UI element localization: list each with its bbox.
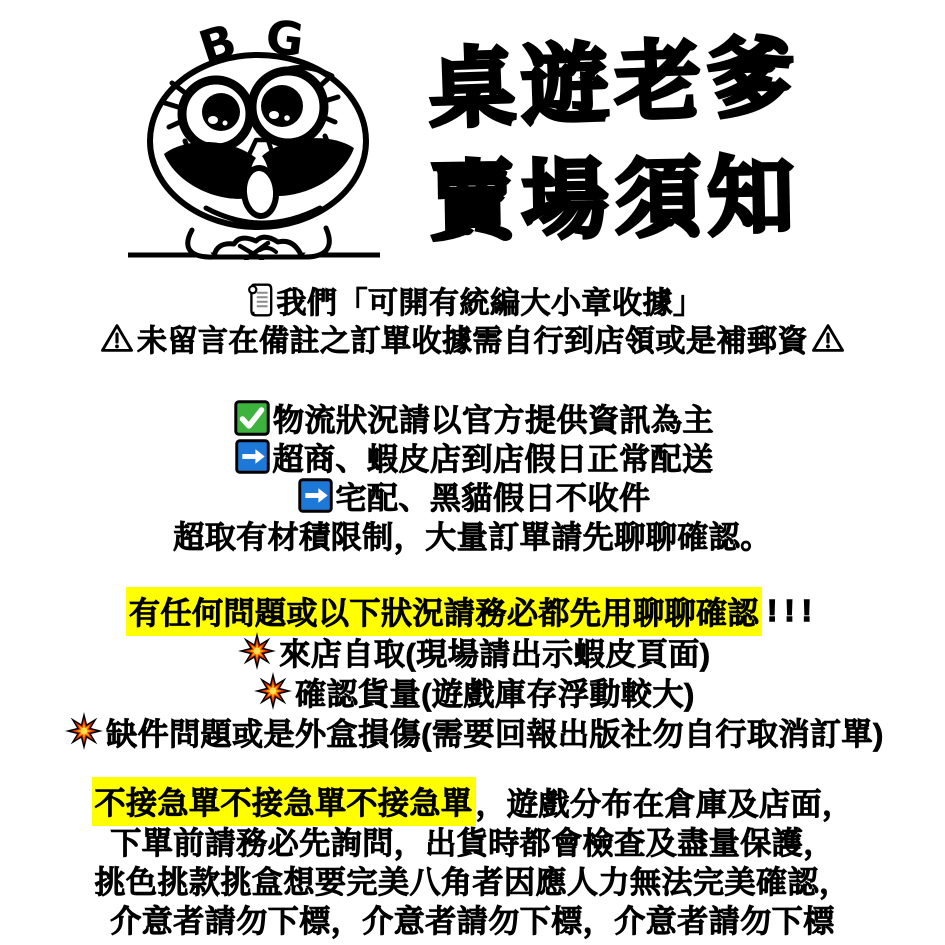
collision-icon <box>253 672 293 710</box>
rush-line-2 <box>0 821 945 860</box>
chat-confirm-exclamations: !!! <box>767 593 819 628</box>
receipt-section <box>0 281 945 357</box>
chat-confirm-headline <box>0 591 945 631</box>
chat-item-pickup <box>0 631 945 671</box>
chat-item-damage <box>0 711 945 751</box>
logistics-home-text: 宅配、黑貓假日不收件 <box>335 481 651 516</box>
right-arrow-icon <box>235 439 270 474</box>
logistics-note-line <box>0 515 945 554</box>
logistics-official-text: 物流狀況請以官方提供資訊為主 <box>273 403 714 438</box>
chat-item-stock <box>0 671 945 711</box>
rush-notice-section <box>0 782 945 938</box>
mascot-letter-b: B <box>192 13 243 76</box>
chat-item-stock-text: 確認貨量(遊戲庫存浮動較大) <box>295 676 695 712</box>
title-line-1: 桌遊老爹 <box>427 29 803 139</box>
logistics-section <box>0 398 945 554</box>
title-line-2: 賣場須知 <box>428 148 802 252</box>
chat-confirm-highlight: 有任何問題或以下狀況請務必都先用聊聊確認 <box>126 587 762 636</box>
pickup-warning-line <box>0 319 945 357</box>
chat-item-pickup-text: 來店自取(現場請出示蝦皮頁面) <box>279 636 711 672</box>
check-icon <box>234 400 270 436</box>
receipt-line <box>0 281 945 319</box>
rush-line-4 <box>0 899 945 938</box>
pickup-warning-text: 未留言在備註之訂單收據需自行到店領或是補郵資 <box>137 325 808 358</box>
rush-highlight: 不接急單不接急單不接急單 <box>92 777 476 826</box>
rush-line-4-text: 介意者請勿下標，介意者請勿下標，介意者請勿下標 <box>110 904 835 939</box>
mascot-illustration <box>128 8 388 260</box>
mascot-mouth <box>242 167 277 217</box>
logistics-line-official <box>0 398 945 437</box>
bg-mascot <box>128 8 388 260</box>
rush-line-2-text: 下單前請務必先詢問，出貨時都會檢查及盡量保護， <box>110 826 835 861</box>
rush-line-1-rest: ，遊戲分布在倉庫及店面， <box>475 787 854 822</box>
logistics-store-text: 超商、蝦皮店到店假日正常配送 <box>272 442 714 477</box>
logistics-line-store <box>0 437 945 476</box>
logistics-line-home <box>0 476 945 515</box>
collision-icon <box>64 712 104 750</box>
chat-item-damage-text: 缺件問題或是外盒損傷(需要回報出版社勿自行取消訂單) <box>106 716 884 752</box>
receipt-text: 我們「可開有統編大小章收據」 <box>276 287 704 320</box>
page-title <box>400 26 830 258</box>
mascot-letter-g: G <box>262 9 307 68</box>
scroll-icon <box>245 282 274 318</box>
warning-icon <box>100 323 134 353</box>
warning-icon <box>811 323 845 353</box>
rush-line-1 <box>0 782 945 821</box>
rush-line-3-text: 挑色挑款挑盒想要完美八角者因應人力無法完美確認， <box>94 865 851 900</box>
logistics-note-text: 超取有材積限制，大量訂單請先聊聊確認。 <box>173 520 772 555</box>
chat-confirm-section <box>0 591 945 751</box>
mascot-hands <box>188 228 330 259</box>
rush-line-3 <box>0 860 945 899</box>
collision-icon <box>237 632 277 670</box>
right-arrow-icon <box>298 478 333 513</box>
